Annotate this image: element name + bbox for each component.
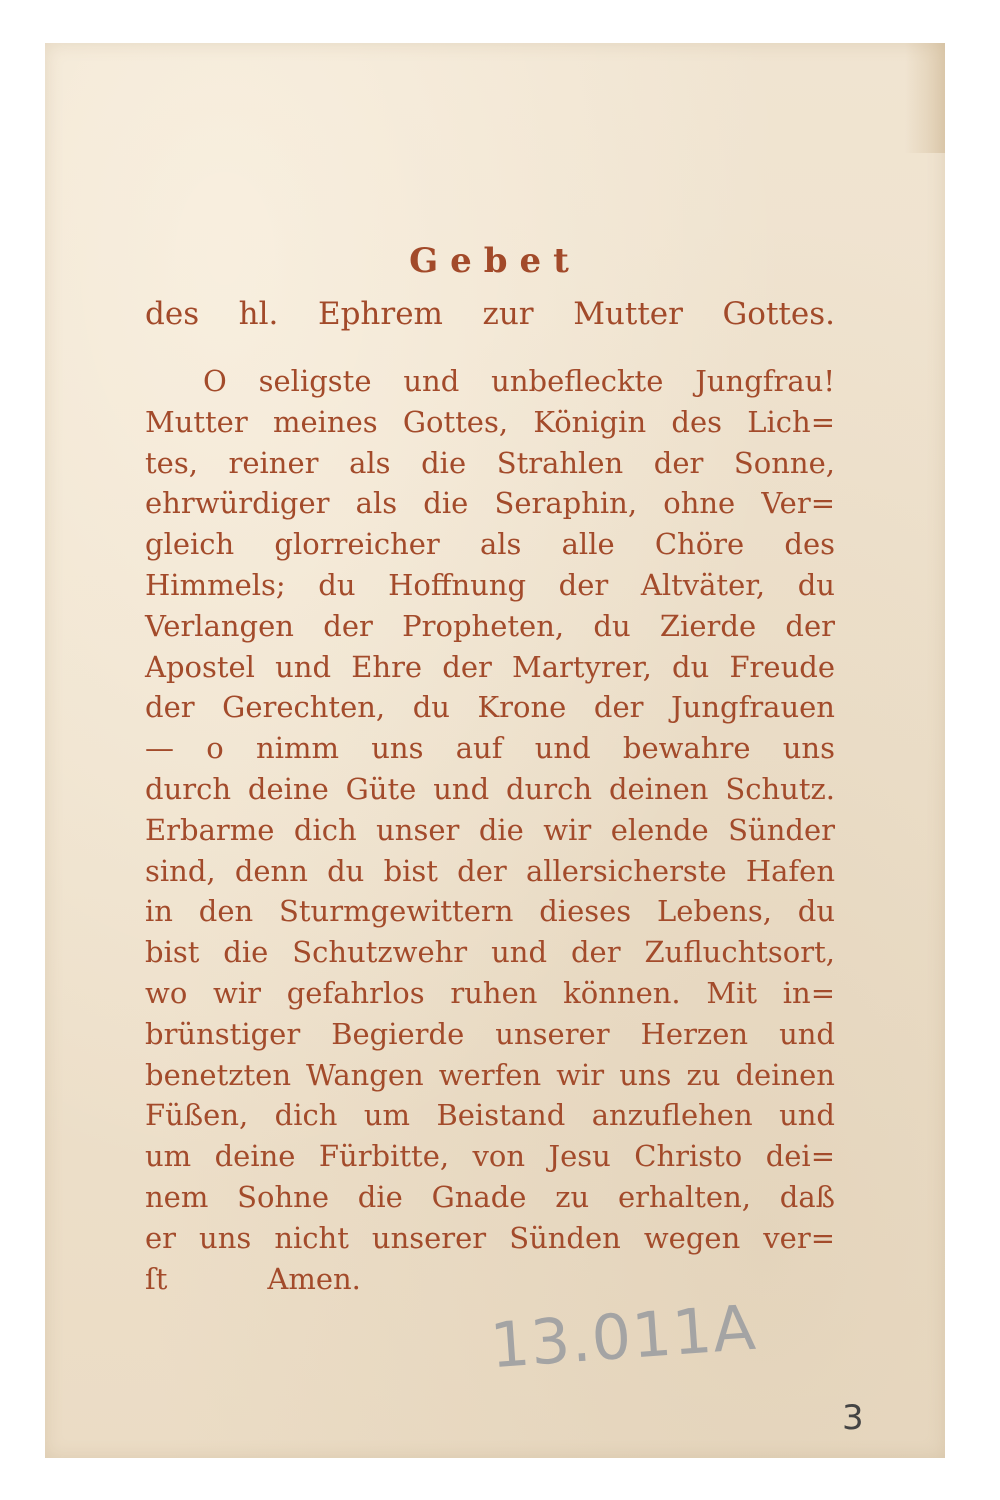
prayer-line: gleich glorreicher als alle Chöre des [145, 527, 835, 562]
prayer-line: — o nimm uns auf und bewahre uns [145, 731, 835, 766]
prayer-line: sind, denn du bist der allersicherste Hafen [145, 853, 835, 888]
prayer-line: Verlangen der Propheten, du Zierde der [145, 608, 835, 643]
prayer-card [45, 43, 945, 1458]
prayer-line: wo wir gefahrlos ruhen können. Mit in= [145, 975, 835, 1010]
prayer-line: Erbarme dich unser die wir elende Sünder [145, 812, 835, 847]
prayer-title: Gebet [409, 241, 581, 281]
pencil-catalog-number: 13.011A [487, 1290, 759, 1383]
prayer-text [145, 361, 835, 1299]
prayer-line: der Gerechten, du Krone der Jungfrauen [145, 690, 835, 725]
prayer-line: Mutter meines Gottes, Königin des Lich= [145, 404, 835, 439]
prayer-line: nem Sohne die Gnade zu erhalten, daß [145, 1179, 835, 1214]
corner-wear [905, 43, 945, 153]
prayer-line: Himmels; du Hoffnung der Altväter, du [145, 567, 835, 602]
damaged-line-start: ſt [145, 1261, 168, 1296]
prayer-line: bist die Schutzwehr und der Zufluchtsort, [145, 935, 835, 970]
prayer-line: tes, reiner als die Strahlen der Sonne, [145, 445, 835, 480]
prayer-line: er uns nicht unserer Sünden wegen ver= [145, 1220, 835, 1255]
prayer-line: O seligste und unbefleckte Jungfrau! [203, 364, 835, 398]
amen-text: Amen. [267, 1261, 361, 1296]
prayer-line: durch deine Güte und durch deinen Schutz. [145, 771, 835, 806]
prayer-subtitle: des hl. Ephrem zur Mutter Gottes. [145, 296, 835, 332]
pencil-page-number: 3 [842, 1398, 864, 1438]
prayer-line: ehrwürdiger als die Seraphin, ohne Ver= [145, 486, 835, 521]
prayer-line: Füßen, dich um Beistand anzuflehen und [145, 1098, 835, 1133]
prayer-line: um deine Fürbitte, von Jesu Christo dei= [145, 1139, 835, 1174]
prayer-line: Apostel und Ehre der Martyrer, du Freude [145, 649, 835, 684]
prayer-line: benetzten Wangen werfen wir uns zu deinen [145, 1057, 835, 1092]
prayer-line: in den Sturmgewittern dieses Lebens, du [145, 894, 835, 929]
prayer-line: brünstiger Begierde unserer Herzen und [145, 1016, 835, 1051]
